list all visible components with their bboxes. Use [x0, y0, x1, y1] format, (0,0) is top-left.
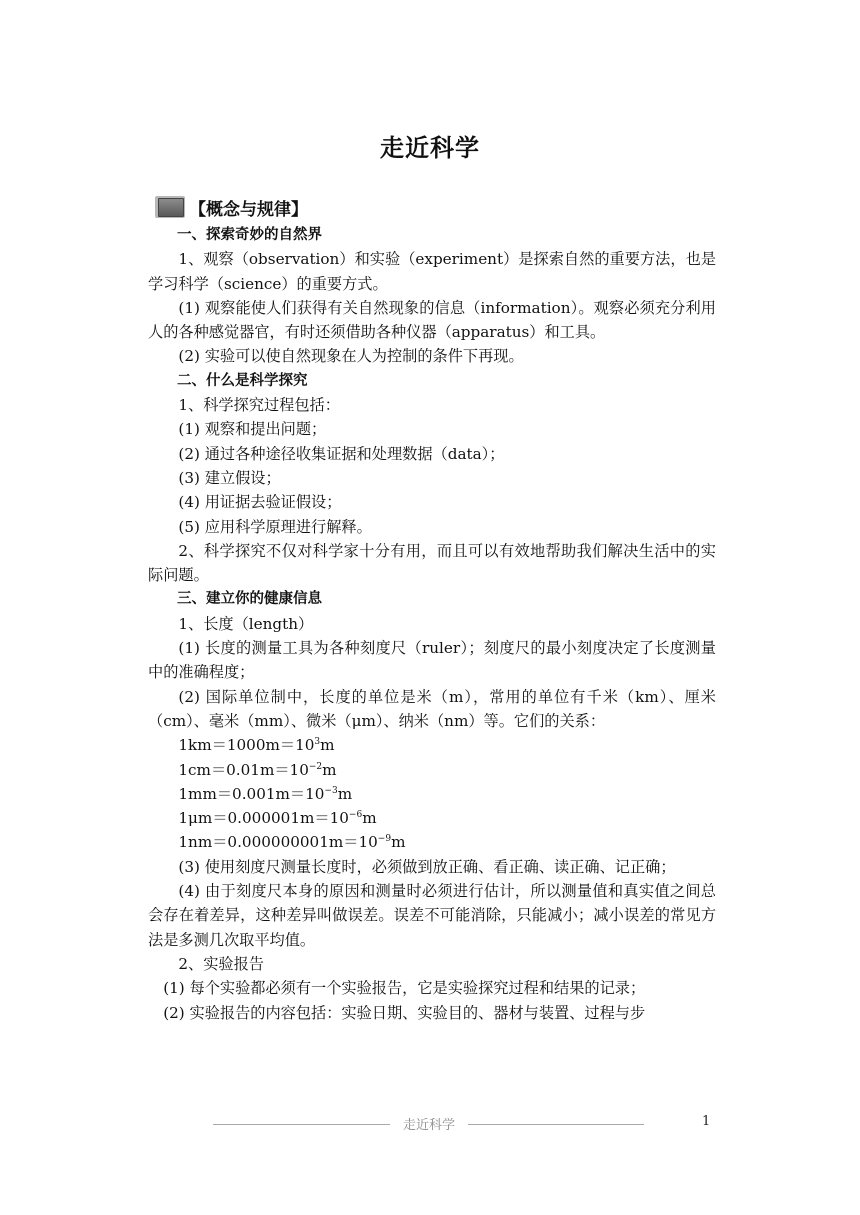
section-heading: 三、建立你的健康信息 [177, 591, 322, 608]
document-body [148, 223, 716, 1025]
formula-line [148, 733, 716, 757]
paragraph: (3) 建立假设； [178, 468, 281, 487]
paragraph: (1) 每个实验都必须有一个实验报告，它是实验探究过程和结果的记录； [163, 979, 646, 998]
paragraph: 1、科学探究过程包括： [178, 396, 340, 415]
formula-unit: m [362, 809, 377, 828]
paragraph: 2、实验报告 [178, 954, 264, 973]
footer-rule-left [213, 1124, 390, 1125]
paragraph: 1、长度（length） [178, 614, 314, 633]
paragraph: (2) 实验可以使自然现象在人为控制的条件下再现。 [178, 347, 524, 366]
section-label: 【概念与规律】 [189, 199, 308, 220]
formula-unit: m [391, 833, 406, 852]
formula-line [148, 758, 716, 782]
formula-unit: m [337, 784, 353, 803]
formula-unit: m [322, 760, 337, 779]
section-heading: 二、什么是科学探究 [177, 372, 308, 389]
formula-base: 1nm＝0.000000001m＝10 [178, 833, 378, 852]
page-number: 1 [702, 1114, 711, 1129]
footer-title: 走近科学 [402, 1118, 455, 1133]
paragraph: (2) 国际单位制中，长度的单位是米（m），常用的单位有千米（km）、厘米（cm）、毫米（mm）、微米（μm）、纳米（nm）等。它们的关系： [148, 687, 716, 730]
page-title: 走近科学 [380, 134, 480, 162]
section-heading: 一、探索奇妙的自然界 [177, 227, 322, 243]
section-header [153, 191, 308, 223]
formula-base: 1cm＝0.01m＝10 [178, 760, 309, 779]
book-icon [153, 194, 187, 220]
paragraph: (1) 观察能使人们获得有关自然现象的信息（information）。观察必须充分利用人的各种感觉器官，有时还须借助各种仪器（apparatus）和工具。 [148, 298, 716, 342]
paragraph: (1) 长度的测量工具为各种刻度尺（ruler）；刻度尺的最小刻度决定了长度测量中的准确程度； [148, 639, 716, 682]
paragraph: (5) 应用科学原理进行解释。 [178, 517, 372, 536]
page-footer [0, 1114, 860, 1134]
paragraph: 2、科学探究不仅对科学家十分有用，而且可以有效地帮助我们解决生活中的实际问题。 [148, 541, 716, 585]
formula-exponent: −6 [348, 810, 363, 821]
formula-exponent: 3 [314, 737, 321, 748]
paragraph: (3) 使用刻度尺测量长度时，必须做到放正确、看正确、读正确、记正确； [178, 857, 676, 876]
formula-base: 1μm＝0.000001m＝10 [178, 809, 349, 828]
paragraph: (4) 用证据去验证假设； [178, 493, 342, 512]
formula-exponent: −2 [308, 761, 323, 772]
formula-unit: m [320, 736, 335, 755]
formula-exponent: −3 [324, 785, 338, 796]
formula-exponent: −9 [377, 834, 392, 845]
formula-line [148, 782, 716, 806]
paragraph: 1、观察（observation）和实验（experiment）是探索自然的重要方法，也是学习科学（science）的重要方式。 [148, 250, 716, 293]
paragraph: (2) 实验报告的内容包括：实验日期、实验目的、器材与装置、过程与步 [163, 1003, 646, 1022]
paragraph: (2) 通过各种途径收集证据和处理数据（data）； [178, 444, 505, 463]
formula-base: 1km＝1000m＝10 [178, 736, 315, 755]
formula-line [148, 806, 716, 830]
formula-base: 1mm＝0.001m＝10 [178, 784, 325, 803]
paragraph: (1) 观察和提出问题； [178, 420, 327, 439]
paragraph: (4) 由于刻度尺本身的原因和测量时必须进行估计，所以测量值和真实值之间总会存在着差异，这种差异叫做误差。误差不可能消除，只能减小；减小误差的常见方法是多测几次取平均值。 [148, 882, 716, 949]
footer-rule-right [468, 1124, 644, 1125]
formula-line [148, 830, 716, 854]
